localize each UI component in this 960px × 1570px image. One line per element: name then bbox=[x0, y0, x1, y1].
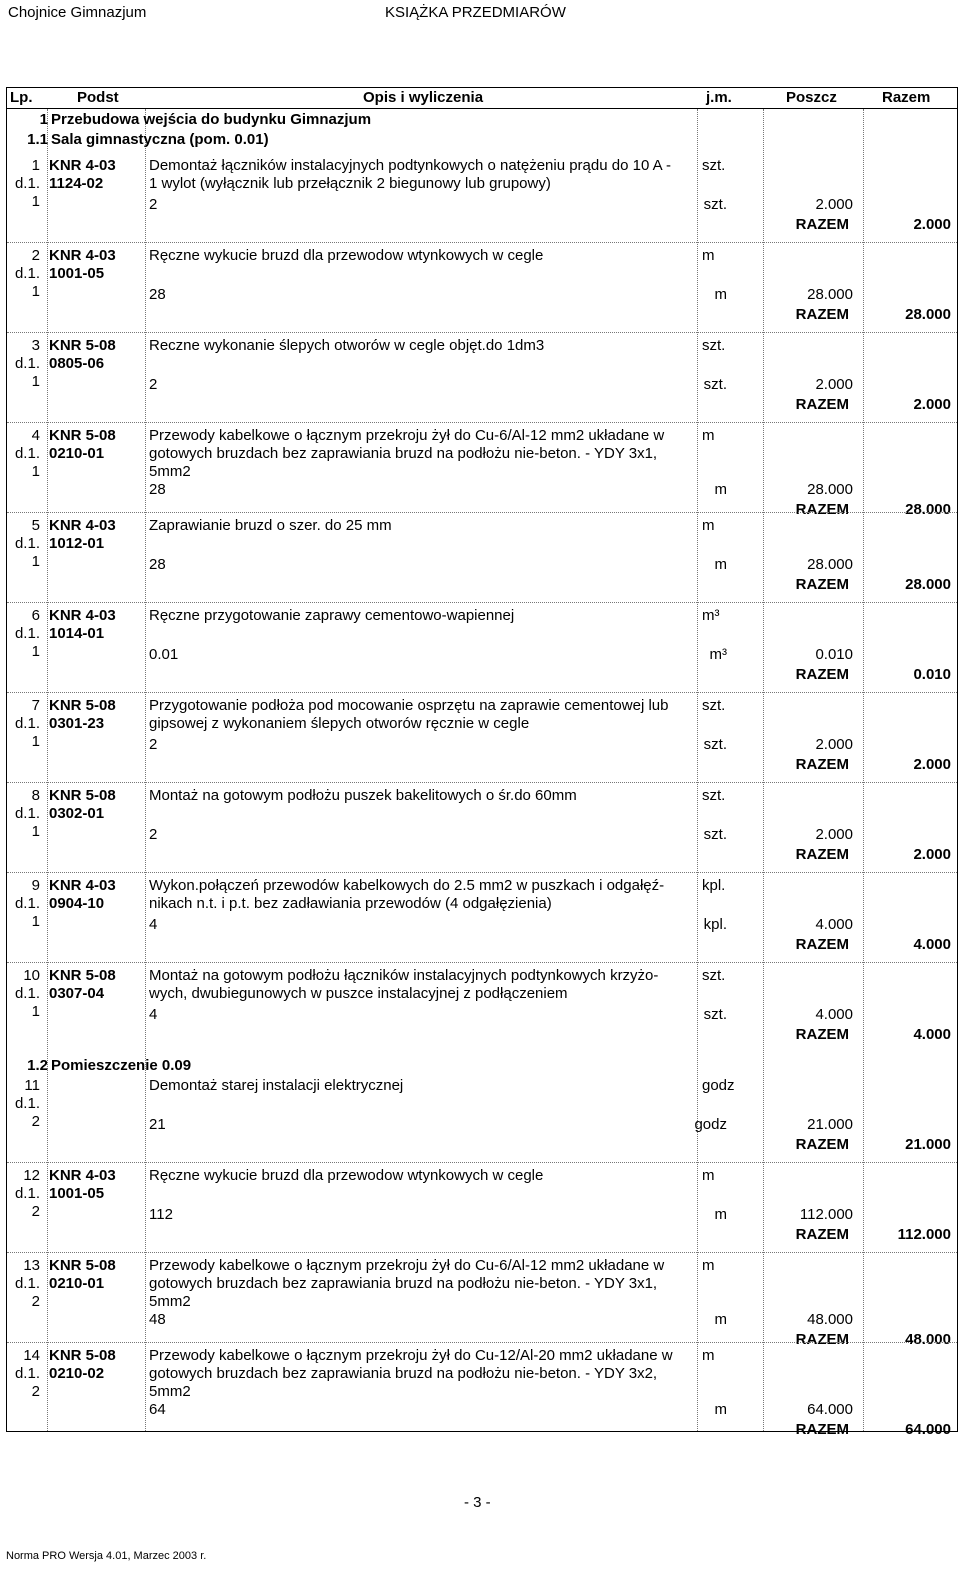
item-description: Ręczne przygotowanie zaprawy cementowo-wapiennej bbox=[149, 607, 515, 624]
item-poszcz: 112.000 bbox=[799, 1206, 853, 1223]
col-lp-header: Lp. bbox=[10, 89, 33, 106]
item-poszcz: 21.000 bbox=[807, 1116, 853, 1133]
item-calc-unit: szt. bbox=[703, 736, 727, 753]
item-poszcz: 64.000 bbox=[807, 1401, 853, 1418]
item-lp: 12 bbox=[23, 1167, 40, 1184]
razem-value: 2.000 bbox=[913, 216, 951, 233]
razem-label: RAZEM bbox=[795, 396, 849, 413]
item-calc-value: 0.01 bbox=[149, 646, 179, 663]
item-unit: kpl. bbox=[702, 877, 726, 894]
row-divider bbox=[7, 1342, 957, 1343]
razem-label: RAZEM bbox=[795, 1226, 849, 1243]
col-jm-header: j.m. bbox=[706, 89, 732, 106]
item-lp: 2 bbox=[31, 1203, 40, 1220]
item-description: Przewody kabelkowe o łącznym przekroju żył do Cu-6/Al-12 mm2 układane w bbox=[149, 427, 665, 444]
col-opis-header: Opis i wyliczenia bbox=[363, 89, 484, 106]
item-lp: 1 bbox=[31, 193, 40, 210]
item-podstawa: KNR 4-03 bbox=[49, 517, 116, 534]
item-calc-value: 21 bbox=[149, 1116, 166, 1133]
header-left: Chojnice Gimnazjum bbox=[8, 4, 147, 21]
item-calc-value: 2 bbox=[149, 196, 158, 213]
row-divider bbox=[7, 962, 957, 963]
table-header bbox=[7, 88, 957, 109]
razem-value: 64.000 bbox=[905, 1421, 951, 1438]
przedmiar-table bbox=[6, 87, 958, 1438]
item-description: nikach n.t. i p.t. bez zadławiania przewodów (4 odgałęzienia) bbox=[149, 895, 552, 912]
item-calc-unit: szt. bbox=[703, 376, 727, 393]
item-lp: d.1. bbox=[14, 805, 40, 822]
item-lp: d.1. bbox=[14, 985, 40, 1002]
item-calc-value: 4 bbox=[149, 916, 158, 933]
item-poszcz: 28.000 bbox=[807, 556, 853, 573]
item-description: Reczne wykonanie ślepych otworów w cegle objęt.do 1dm3 bbox=[149, 337, 545, 354]
item-poszcz: 4.000 bbox=[815, 916, 853, 933]
item-podstawa: KNR 4-03 bbox=[49, 247, 116, 264]
razem-value: 21.000 bbox=[905, 1136, 951, 1153]
row-divider bbox=[7, 782, 957, 783]
item-lp: d.1. bbox=[14, 715, 40, 732]
item-poszcz: 48.000 bbox=[807, 1311, 853, 1328]
item-unit: szt. bbox=[702, 337, 726, 354]
item-poszcz: 4.000 bbox=[815, 1006, 853, 1023]
item-calc-unit: m bbox=[714, 1311, 727, 1328]
item-calc-unit: szt. bbox=[703, 196, 727, 213]
item-unit: m bbox=[702, 427, 715, 444]
item-lp: 2 bbox=[31, 1293, 40, 1310]
row-divider bbox=[7, 422, 957, 423]
item-podstawa: 0307-04 bbox=[49, 985, 105, 1002]
item-lp: d.1. bbox=[14, 1365, 40, 1382]
item-calc-unit: kpl. bbox=[703, 916, 727, 933]
item-calc-unit: m bbox=[714, 481, 727, 498]
group-title: Sala gimnastyczna (pom. 0.01) bbox=[51, 131, 269, 148]
item-podstawa: 0904-10 bbox=[49, 895, 105, 912]
group-number: 1.2 bbox=[27, 1057, 48, 1074]
item-description: gotowych bruzdach bez zaprawiania bruzd na podłożu nie-beton. - YDY 3x1, bbox=[149, 1275, 658, 1292]
row-divider bbox=[7, 1252, 957, 1253]
item-lp: 1 bbox=[31, 733, 40, 750]
item-description: 5mm2 bbox=[149, 463, 191, 480]
item-lp: d.1. bbox=[14, 625, 40, 642]
razem-value: 2.000 bbox=[913, 756, 951, 773]
item-unit: szt. bbox=[702, 787, 726, 804]
item-unit: m bbox=[702, 1257, 715, 1274]
razem-value: 112.000 bbox=[897, 1226, 951, 1243]
razem-label: RAZEM bbox=[795, 1331, 849, 1348]
row-divider bbox=[7, 512, 957, 513]
col-razem-header: Razem bbox=[882, 89, 931, 106]
item-lp: d.1. bbox=[14, 895, 40, 912]
item-podstawa: KNR 5-08 bbox=[49, 427, 116, 444]
item-description: Przewody kabelkowe o łącznym przekroju żył do Cu-6/Al-12 mm2 układane w bbox=[149, 1257, 665, 1274]
row-divider bbox=[7, 872, 957, 873]
razem-value: 2.000 bbox=[913, 396, 951, 413]
item-calc-value: 4 bbox=[149, 1006, 158, 1023]
item-description: gotowych bruzdach bez zaprawiania bruzd na podłożu nie-beton. - YDY 3x2, bbox=[149, 1365, 658, 1382]
item-lp: d.1. bbox=[14, 535, 40, 552]
group-number: 1.1 bbox=[27, 131, 48, 148]
item-calc-unit: m³ bbox=[709, 646, 727, 663]
razem-label: RAZEM bbox=[795, 1026, 849, 1043]
item-lp: 3 bbox=[31, 337, 40, 354]
item-unit: godz bbox=[702, 1077, 735, 1094]
item-calc-value: 64 bbox=[149, 1401, 166, 1418]
razem-value: 28.000 bbox=[905, 306, 951, 323]
item-poszcz: 28.000 bbox=[807, 481, 853, 498]
razem-label: RAZEM bbox=[795, 576, 849, 593]
razem-label: RAZEM bbox=[795, 1136, 849, 1153]
razem-label: RAZEM bbox=[795, 501, 849, 518]
item-calc-unit: m bbox=[714, 556, 727, 573]
table-body bbox=[7, 109, 957, 1438]
item-calc-value: 2 bbox=[149, 376, 158, 393]
item-calc-value: 28 bbox=[149, 286, 166, 303]
item-lp: d.1. bbox=[14, 445, 40, 462]
item-podstawa: KNR 5-08 bbox=[49, 967, 116, 984]
item-lp: d.1. bbox=[14, 1275, 40, 1292]
item-calc-unit: m bbox=[714, 1206, 727, 1223]
item-description: Ręczne wykucie bruzd dla przewodow wtynkowych w cegle bbox=[149, 247, 544, 264]
item-podstawa: KNR 4-03 bbox=[49, 1167, 116, 1184]
item-podstawa: 1014-01 bbox=[49, 625, 105, 642]
column-divider bbox=[47, 109, 48, 1431]
item-unit: m bbox=[702, 1167, 715, 1184]
item-unit: szt. bbox=[702, 697, 726, 714]
item-lp: 1 bbox=[31, 553, 40, 570]
item-calc-unit: szt. bbox=[703, 1006, 727, 1023]
item-lp: 2 bbox=[31, 1383, 40, 1400]
item-lp: 1 bbox=[31, 463, 40, 480]
razem-value: 48.000 bbox=[905, 1331, 951, 1348]
item-lp: 1 bbox=[31, 823, 40, 840]
page-number: - 3 - bbox=[464, 1494, 491, 1511]
item-description: Montaż na gotowym podłożu łączników instalacyjnych podtynkowych krzyżo- bbox=[149, 967, 659, 984]
group-number: 1 bbox=[39, 111, 48, 128]
item-lp: 5 bbox=[31, 517, 40, 534]
item-lp: 8 bbox=[31, 787, 40, 804]
item-lp: 9 bbox=[31, 877, 40, 894]
footer-version: Norma PRO Wersja 4.01, Marzec 2003 r. bbox=[6, 1550, 207, 1562]
item-lp: 1 bbox=[31, 283, 40, 300]
razem-value: 4.000 bbox=[913, 1026, 951, 1043]
item-calc-value: 2 bbox=[149, 736, 158, 753]
item-calc-unit: godz bbox=[694, 1116, 727, 1133]
item-lp: d.1. bbox=[14, 355, 40, 372]
razem-value: 4.000 bbox=[913, 936, 951, 953]
item-unit: m³ bbox=[702, 607, 720, 624]
item-lp: d.1. bbox=[14, 1095, 40, 1112]
item-podstawa: KNR 5-08 bbox=[49, 1257, 116, 1274]
item-podstawa: 0210-01 bbox=[49, 445, 105, 462]
item-podstawa: 1124-02 bbox=[49, 175, 104, 192]
row-divider bbox=[7, 602, 957, 603]
item-lp: 14 bbox=[23, 1347, 40, 1364]
item-description: gipsowej z wykonaniem ślepych otworów ręcznie w cegle bbox=[149, 715, 530, 732]
item-podstawa: 1001-05 bbox=[49, 265, 105, 282]
item-calc-unit: szt. bbox=[703, 826, 727, 843]
item-podstawa: 0301-23 bbox=[49, 715, 105, 732]
razem-label: RAZEM bbox=[795, 216, 849, 233]
item-lp: 6 bbox=[31, 607, 40, 624]
item-lp: 4 bbox=[31, 427, 40, 444]
item-lp: 13 bbox=[23, 1257, 40, 1274]
item-podstawa: KNR 4-03 bbox=[49, 877, 116, 894]
item-calc-value: 112 bbox=[149, 1206, 173, 1223]
group-title: Pomieszczenie 0.09 bbox=[51, 1057, 192, 1074]
item-unit: m bbox=[702, 517, 715, 534]
item-description: 1 wylot (wyłącznik lub przełącznik 2 biegunowy lub grupowy) bbox=[149, 175, 551, 192]
item-podstawa: 0805-06 bbox=[49, 355, 105, 372]
item-description: Przygotowanie podłoża pod mocowanie osprzętu na zaprawie cementowej lub bbox=[149, 697, 669, 714]
item-calc-value: 28 bbox=[149, 481, 166, 498]
item-poszcz: 2.000 bbox=[815, 826, 853, 843]
row-divider bbox=[7, 242, 957, 243]
item-unit: szt. bbox=[702, 157, 726, 174]
item-calc-unit: m bbox=[714, 286, 727, 303]
row-divider bbox=[7, 692, 957, 693]
item-podstawa: KNR 5-08 bbox=[49, 337, 116, 354]
item-lp: 1 bbox=[31, 643, 40, 660]
item-podstawa: 1001-05 bbox=[49, 1185, 105, 1202]
item-lp: 7 bbox=[31, 697, 40, 714]
item-description: Ręczne wykucie bruzd dla przewodow wtynkowych w cegle bbox=[149, 1167, 544, 1184]
item-poszcz: 2.000 bbox=[815, 736, 853, 753]
razem-label: RAZEM bbox=[795, 306, 849, 323]
item-podstawa: KNR 5-08 bbox=[49, 697, 116, 714]
item-calc-value: 2 bbox=[149, 826, 158, 843]
item-lp: d.1. bbox=[14, 175, 40, 192]
razem-label: RAZEM bbox=[795, 1421, 849, 1438]
item-description: Zaprawianie bruzd o szer. do 25 mm bbox=[149, 517, 392, 534]
razem-value: 28.000 bbox=[905, 501, 951, 518]
item-poszcz: 28.000 bbox=[807, 286, 853, 303]
razem-label: RAZEM bbox=[795, 846, 849, 863]
item-lp: 10 bbox=[23, 967, 40, 984]
item-calc-value: 48 bbox=[149, 1311, 166, 1328]
item-poszcz: 2.000 bbox=[815, 376, 853, 393]
item-description: Montaż na gotowym podłożu puszek bakelitowych o śr.do 60mm bbox=[149, 787, 577, 804]
item-description: wych, dwubiegunowych w puszce instalacyjnej z podłączeniem bbox=[149, 985, 568, 1002]
item-description: Przewody kabelkowe o łącznym przekroju żył do Cu-12/Al-20 mm2 układane w bbox=[149, 1347, 673, 1364]
item-description: 5mm2 bbox=[149, 1293, 191, 1310]
item-podstawa: KNR 5-08 bbox=[49, 787, 116, 804]
item-podstawa: 0210-01 bbox=[49, 1275, 105, 1292]
item-lp: d.1. bbox=[14, 265, 40, 282]
row-divider bbox=[7, 332, 957, 333]
item-lp: 1 bbox=[31, 1003, 40, 1020]
item-poszcz: 0.010 bbox=[815, 646, 853, 663]
col-podst-header: Podst bbox=[77, 89, 119, 106]
razem-value: 28.000 bbox=[905, 576, 951, 593]
item-lp: d.1. bbox=[14, 1185, 40, 1202]
item-description: Demontaż starej instalacji elektrycznej bbox=[149, 1077, 404, 1094]
item-calc-value: 28 bbox=[149, 556, 166, 573]
item-description: Demontaż łączników instalacyjnych podtynkowych o natężeniu prądu do 10 A - bbox=[149, 157, 671, 174]
razem-label: RAZEM bbox=[795, 936, 849, 953]
item-unit: m bbox=[702, 1347, 715, 1364]
item-description: 5mm2 bbox=[149, 1383, 191, 1400]
item-lp: 1 bbox=[31, 373, 40, 390]
col-poszcz-header: Poszcz bbox=[786, 89, 837, 106]
item-lp: 2 bbox=[31, 247, 40, 264]
item-lp: 1 bbox=[31, 913, 40, 930]
item-podstawa: KNR 5-08 bbox=[49, 1347, 116, 1364]
item-lp: 11 bbox=[24, 1077, 40, 1094]
item-poszcz: 2.000 bbox=[815, 196, 853, 213]
item-unit: m bbox=[702, 247, 715, 264]
item-podstawa: 0210-02 bbox=[49, 1365, 105, 1382]
item-lp: 2 bbox=[31, 1113, 40, 1130]
header-title: KSIĄŻKA PRZEDMIARÓW bbox=[385, 4, 566, 21]
razem-label: RAZEM bbox=[795, 756, 849, 773]
razem-value: 2.000 bbox=[913, 846, 951, 863]
item-podstawa: 0302-01 bbox=[49, 805, 105, 822]
razem-label: RAZEM bbox=[795, 666, 849, 683]
item-podstawa: KNR 4-03 bbox=[49, 607, 116, 624]
item-description: Wykon.połączeń przewodów kabelkowych do 2.5 mm2 w puszkach i odgałęź- bbox=[149, 877, 665, 894]
item-podstawa: 1012-01 bbox=[49, 535, 105, 552]
item-podstawa: KNR 4-03 bbox=[49, 157, 116, 174]
item-unit: szt. bbox=[702, 967, 726, 984]
razem-value: 0.010 bbox=[913, 666, 951, 683]
group-title: Przebudowa wejścia do budynku Gimnazjum bbox=[51, 111, 372, 128]
item-calc-unit: m bbox=[714, 1401, 727, 1418]
column-divider bbox=[145, 109, 146, 1431]
row-divider bbox=[7, 1162, 957, 1163]
item-description: gotowych bruzdach bez zaprawiania bruzd na podłożu nie-beton. - YDY 3x1, bbox=[149, 445, 658, 462]
item-lp: 1 bbox=[31, 157, 40, 174]
